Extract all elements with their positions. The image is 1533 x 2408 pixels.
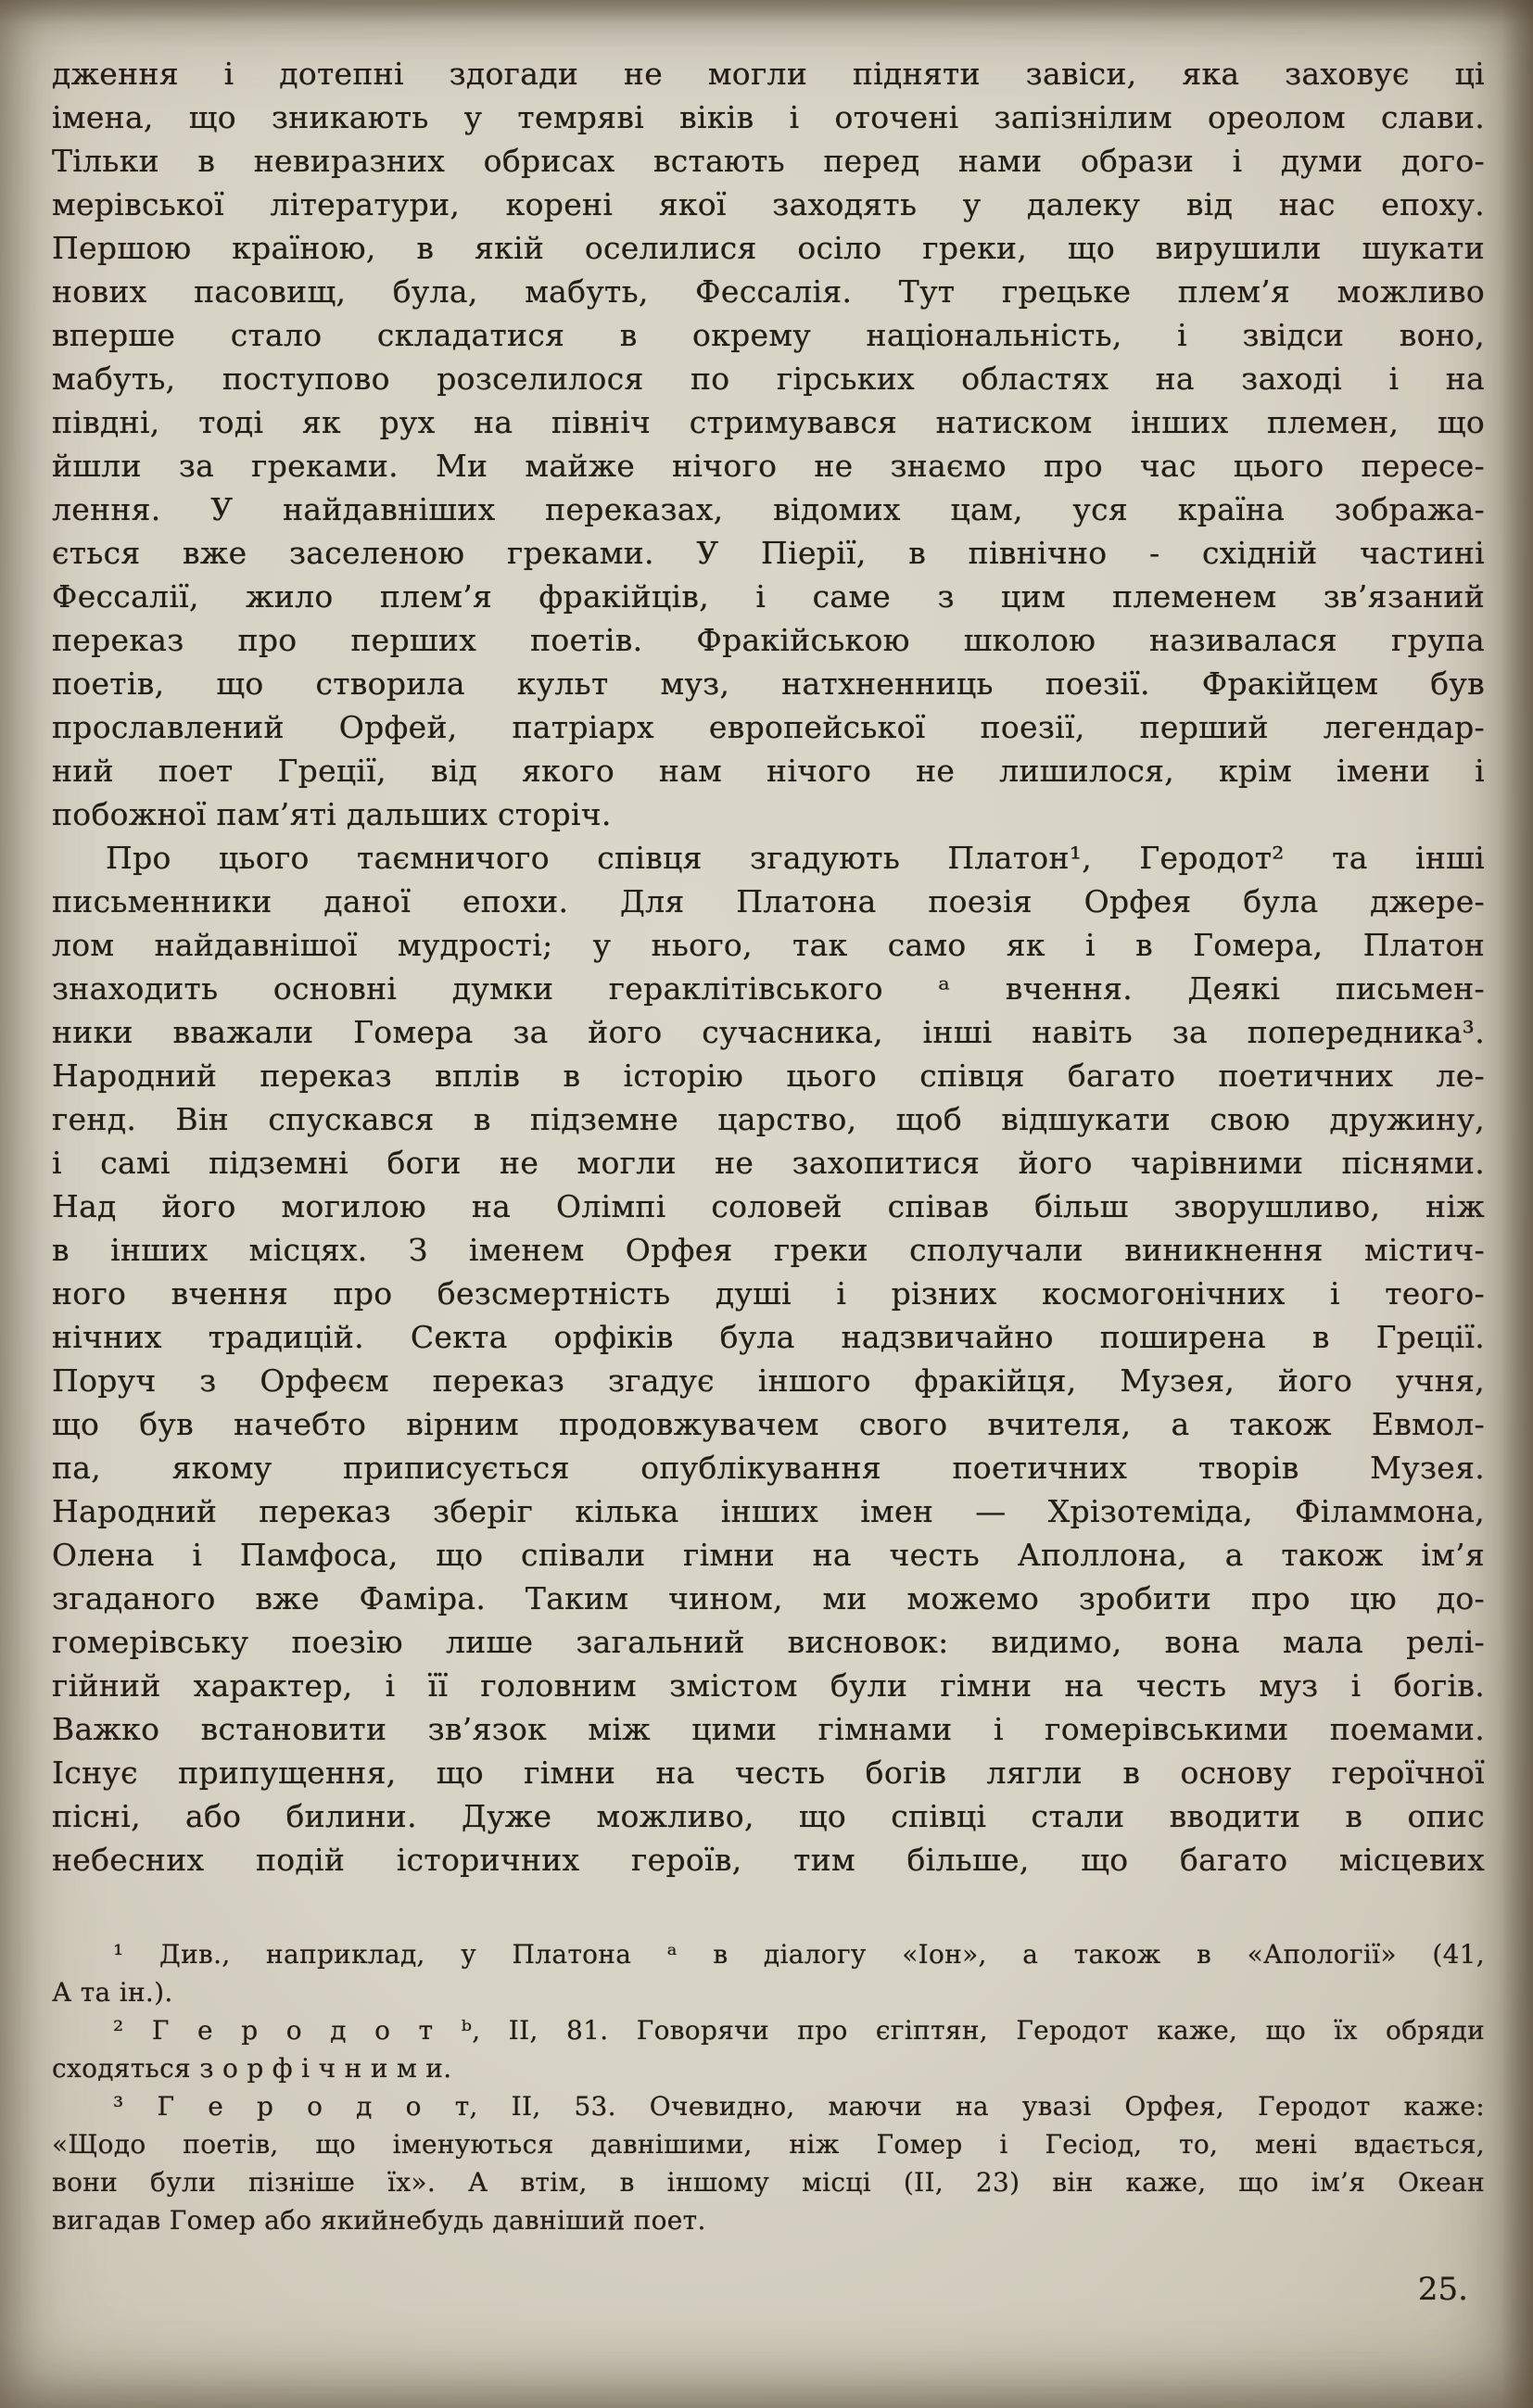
page-number: 25. xyxy=(1417,2271,1468,2308)
text-line: Над його могилою на Олімпі соловей співав більш зворушливо, ніж xyxy=(52,1188,1485,1224)
text-line: Народний переказ зберіг кілька інших імен — Хрізотеміда, Філаммона, xyxy=(52,1493,1485,1529)
text-line: дження і дотепні здогади не могли підняти завіси, яка заховує ці xyxy=(52,56,1485,92)
text-line: Олена і Памфоса, що співали гімни на честь Аполлона, а також ім’я xyxy=(52,1537,1485,1573)
body-text xyxy=(52,52,1485,1882)
text-line: гійний характер, і її головним змістом були гімни на честь муз і богів. xyxy=(52,1667,1485,1704)
scan-shadow-right xyxy=(1501,0,1533,2408)
paragraph xyxy=(52,836,1485,1882)
text-line: лення. У найдавніших переказах, відомих цам, уся країна зобража- xyxy=(52,491,1485,527)
text-line: Народний переказ вплів в історію цього співця багато поетичних ле- xyxy=(52,1058,1485,1094)
text-line: небесних подій історичних героїв, тим більше, що багато місцевих xyxy=(52,1842,1485,1878)
footnote xyxy=(52,2011,1485,2087)
text-line: Фессалії, жило плем’я фракійців, і саме з цим племенем зв’язаний xyxy=(52,578,1485,615)
text-line: ² Г е р о д о т ᵇ, II, 81. Говорячи про єгіптян, Геродот каже, що їх обряди xyxy=(113,2015,1485,2046)
text-line: А та ін.). xyxy=(52,1977,173,2008)
text-line: ники вважали Гомера за його сучасника, інші навіть за попередника³. xyxy=(52,1014,1485,1050)
text-line: пісні, або билини. Дуже можливо, що співці стали вводити в опис xyxy=(52,1798,1485,1834)
page-text-block xyxy=(52,52,1485,2239)
text-line: ³ Г е р о д о т, II, 53. Очевидно, маючи на увазі Орфея, Геродот каже: xyxy=(113,2091,1485,2122)
text-line: гомерівську поезію лише загальний висновок: видимо, вона мала релі- xyxy=(52,1624,1485,1660)
text-line: і самі підземні боги не могли не захопитися його чарівними піснями. xyxy=(52,1145,1485,1181)
scan-shadow-top xyxy=(0,0,1533,24)
text-line: письменники даної епохи. Для Платона поезія Орфея була джере- xyxy=(52,883,1485,919)
text-line: в інших місцях. З іменем Орфея греки сполучали виникнення містич- xyxy=(52,1232,1485,1268)
text-line: згаданого вже Фаміра. Таким чином, ми можемо зробити про цю до- xyxy=(52,1580,1485,1616)
text-line: прославлений Орфей, патріарх европейської поезії, перший легендар- xyxy=(52,709,1485,745)
text-line: Поруч з Орфеєм переказ згадує іншого фракійця, Музея, його учня, xyxy=(52,1362,1485,1399)
text-line: вигадав Гомер або якийнебудь давніший поет. xyxy=(52,2205,706,2236)
text-line: побожної пам’яті дальших сторіч. xyxy=(52,796,612,832)
text-line: ¹ Див., наприклад, у Платона ᵃ в діалогу «Іон», а також в «Апології» (41, xyxy=(113,1939,1485,1970)
text-line: мабуть, поступово розселилося по гірських областях на заході і на xyxy=(52,361,1485,397)
text-line: вперше стало складатися в окрему національність, і звідси воно, xyxy=(52,317,1485,353)
text-line: знаходить основні думки гераклітівського ᵃ вчення. Деякі письмен- xyxy=(52,970,1485,1007)
text-line: нових пасовищ, була, мабуть, Фессалія. Тут грецьке плем’я можливо xyxy=(52,273,1485,310)
footnote xyxy=(52,2087,1485,2239)
paragraph xyxy=(52,52,1485,836)
text-line: ється вже заселеною греками. У Піерії, в північно - східній частині xyxy=(52,535,1485,571)
text-line: Тільки в невиразних обрисах встають перед нами образи і думи дого- xyxy=(52,143,1485,179)
text-line: лом найдавнішої мудрості; у нього, так само як і в Гомера, Платон xyxy=(52,927,1485,963)
text-line: півдні, тоді як рух на північ стримувався натиском інших племен, що xyxy=(52,404,1485,440)
text-line: мерівської літератури, корені якої заходять у далеку від нас епоху. xyxy=(52,186,1485,222)
text-line: Першою країною, в якій оселилися осіло греки, що вирушили шукати xyxy=(52,230,1485,266)
text-line: Важко встановити зв’язок між цими гімнами і гомерівськими поемами. xyxy=(52,1711,1485,1747)
text-line: «Щодо поетів, що іменуються давнішими, ніж Гомер і Гесіод, то, мені вдається, xyxy=(52,2129,1485,2160)
footnotes xyxy=(52,1935,1485,2239)
text-line: па, якому приписується опублікування поетичних творів Музея. xyxy=(52,1450,1485,1486)
text-line: Про цього таємничого співця згадують Платон¹, Геродот² та інші xyxy=(106,840,1485,876)
text-line: поетів, що створила культ муз, натхненниць поезії. Фракійцем був xyxy=(52,665,1485,702)
text-line: імена, що зникають у темряві віків і оточені запізнілим ореолом слави. xyxy=(52,99,1485,135)
text-line: переказ про перших поетів. Фракійською школою називалася група xyxy=(52,622,1485,658)
text-line: ний поет Греції, від якого нам нічого не лишилося, крім імени і xyxy=(52,753,1485,789)
text-line: йшли за греками. Ми майже нічого не знаємо про час цього пересе- xyxy=(52,448,1485,484)
text-line: генд. Він спускався в підземне царство, щоб відшукати свою дружину, xyxy=(52,1101,1485,1137)
text-line: сходяться з о р ф і ч н и м и. xyxy=(52,2053,452,2084)
footnote xyxy=(52,1935,1485,2011)
text-line: нічних традицій. Секта орфіків була надзвичайно поширена в Греції. xyxy=(52,1319,1485,1355)
text-line: ного вчення про безсмертність душі і різних космогонічних і теого- xyxy=(52,1275,1485,1312)
text-line: вони були пізніше їх». А втім, в іншому місці (II, 23) він каже, що ім’я Океан xyxy=(52,2167,1485,2198)
text-line: Існує припущення, що гімни на честь богів лягли в основу героїчної xyxy=(52,1755,1485,1791)
text-line: що був начебто вірним продовжувачем свого вчителя, а також Евмол- xyxy=(52,1406,1485,1442)
